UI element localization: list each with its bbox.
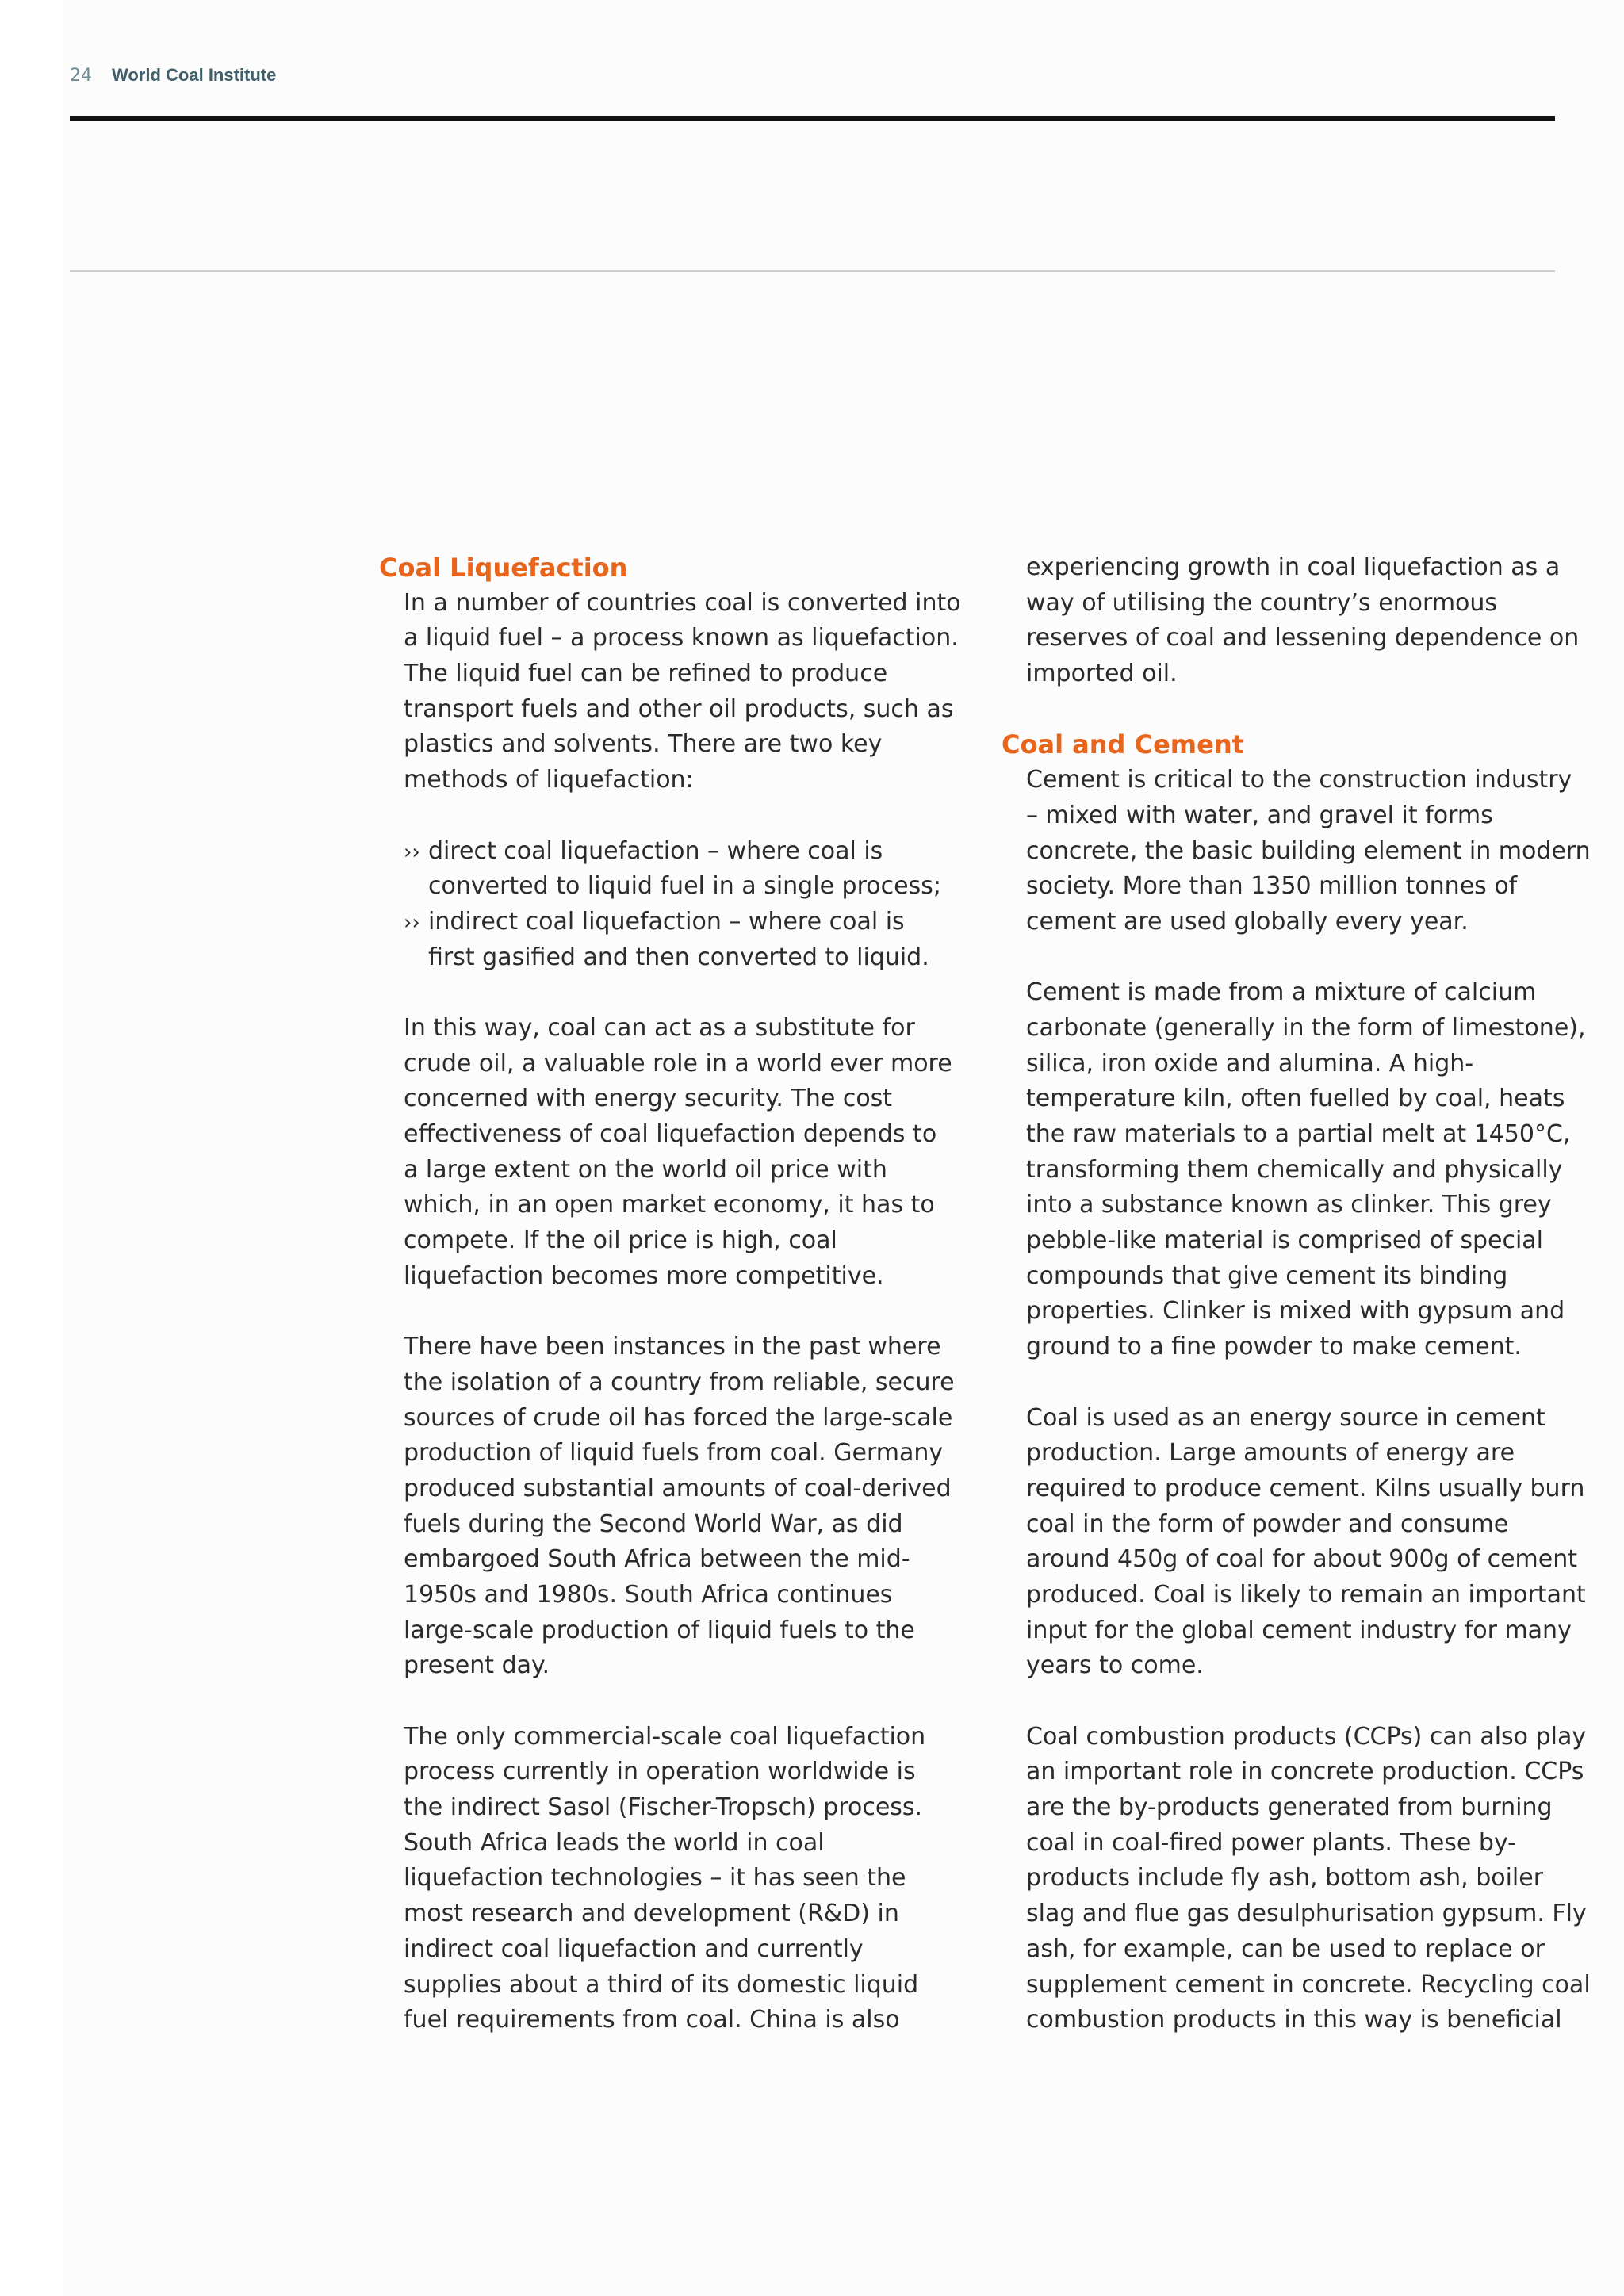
divider-rule xyxy=(70,270,1555,272)
text-line: liquefaction becomes more competitive. xyxy=(404,1261,884,1290)
text-line: slag and flue gas desulphurisation gypsum. Fly xyxy=(1026,1900,1587,1928)
text-line: liquefaction technologies – it has seen the xyxy=(404,1864,906,1892)
text-line: The liquid fuel can be refined to produce xyxy=(404,660,888,688)
text-line: There have been instances in the past where xyxy=(404,1333,941,1361)
text-line: way of utilising the country’s enormous xyxy=(1026,588,1498,617)
text-line: ground to a fine powder to make cement. xyxy=(1026,1333,1522,1361)
text-line: cement are used globally every year. xyxy=(1026,907,1469,936)
text-line: silica, iron oxide and alumina. A high- xyxy=(1026,1049,1474,1077)
paragraph-history xyxy=(404,1330,961,1684)
section-heading-coal-liquefaction: Coal Liquefaction xyxy=(379,553,628,583)
bullet-marker-icon: ›› xyxy=(404,840,420,864)
text-line: supplement cement in concrete. Recycling coal xyxy=(1026,1970,1591,1999)
text-line: the raw materials to a partial melt at 1450°C, xyxy=(1026,1120,1571,1148)
text-line: In a number of countries coal is converted into xyxy=(404,588,961,617)
paragraph-cement-intro xyxy=(1026,763,1591,939)
list-item-text: first gasified and then converted to liquid. xyxy=(428,943,929,971)
text-line: temperature kiln, often fuelled by coal, heats xyxy=(1026,1085,1565,1113)
text-line: most research and development (R&D) in xyxy=(404,1900,899,1928)
list-item-text: direct coal liquefaction – where coal is xyxy=(428,836,883,865)
text-line: Cement is critical to the construction industry xyxy=(1026,766,1572,794)
text-line: which, in an open market economy, it has to xyxy=(404,1191,935,1219)
liquefaction-methods-list xyxy=(379,834,961,976)
text-line: produced. Coal is likely to remain an important xyxy=(1026,1580,1586,1609)
paragraph-energy-source xyxy=(1026,1401,1591,1685)
text-line: embargoed South Africa between the mid- xyxy=(404,1545,910,1574)
paragraph-liquefaction-intro xyxy=(404,586,961,798)
text-line: required to produce cement. Kilns usually burn xyxy=(1026,1474,1585,1502)
text-line: – mixed with water, and gravel it forms xyxy=(1026,801,1493,829)
text-line: fuel requirements from coal. China is also xyxy=(404,2006,900,2034)
text-line: products include fly ash, bottom ash, boiler xyxy=(1026,1864,1544,1892)
text-line: pebble-like material is comprised of special xyxy=(1026,1226,1544,1255)
text-line: South Africa leads the world in coal xyxy=(404,1828,825,1857)
section-heading-coal-and-cement: Coal and Cement xyxy=(1002,729,1244,760)
text-line: reserves of coal and lessening dependence on xyxy=(1026,624,1580,652)
text-line: supplies about a third of its domestic liquid xyxy=(404,1970,919,1999)
paragraph-commercial-scale xyxy=(404,1720,961,2038)
text-line: The only commercial-scale coal liquefaction xyxy=(404,1722,926,1751)
paragraph-cement-process xyxy=(1026,975,1591,1365)
text-line: the isolation of a country from reliable, secure xyxy=(404,1368,955,1396)
page-header xyxy=(70,63,276,88)
text-line: methods of liquefaction: xyxy=(404,766,694,794)
text-line: years to come. xyxy=(1026,1651,1204,1680)
paragraph-substitute-crude-oil xyxy=(404,1011,961,1295)
text-line: In this way, coal can act as a substitute for xyxy=(404,1013,915,1042)
text-line: Coal combustion products (CCPs) can also play xyxy=(1026,1722,1587,1751)
text-line: coal in coal-fired power plants. These by- xyxy=(1026,1828,1517,1857)
text-line: ash, for example, can be used to replace or xyxy=(1026,1934,1545,1963)
text-line: Coal is used as an energy source in cement xyxy=(1026,1403,1545,1432)
text-line: the indirect Sasol (Fischer-Tropsch) process. xyxy=(404,1793,923,1822)
text-line: crude oil, a valuable role in a world ever more xyxy=(404,1049,952,1077)
list-item-text: converted to liquid fuel in a single process; xyxy=(428,872,941,901)
text-line: input for the global cement industry for many xyxy=(1026,1616,1572,1644)
text-line: process currently in operation worldwide is xyxy=(404,1758,916,1786)
text-line: concrete, the basic building element in modern xyxy=(1026,836,1591,865)
list-item-text: indirect coal liquefaction – where coal is xyxy=(428,907,905,936)
text-line: combustion products in this way is beneficial xyxy=(1026,2006,1562,2034)
text-line: compete. If the oil price is high, coal xyxy=(404,1226,837,1255)
text-line: transport fuels and other oil products, such as xyxy=(404,695,954,723)
text-line: Cement is made from a mixture of calcium xyxy=(1026,978,1537,1007)
right-column xyxy=(1002,550,1591,2038)
text-line: a large extent on the world oil price with xyxy=(404,1155,887,1184)
text-line: a liquid fuel – a process known as liquefaction. xyxy=(404,624,959,652)
text-line: sources of crude oil has forced the large-scale xyxy=(404,1403,953,1432)
paragraph-combustion-products xyxy=(1026,1720,1591,2038)
publisher-name: World Coal Institute xyxy=(112,65,277,85)
text-line: carbonate (generally in the form of limestone), xyxy=(1026,1013,1586,1042)
header-rule xyxy=(70,116,1555,121)
text-line: experiencing growth in coal liquefaction as a xyxy=(1026,553,1561,581)
left-column xyxy=(379,550,961,2038)
paragraph-continued xyxy=(1026,550,1591,692)
text-line: are the by-products generated from burning xyxy=(1026,1793,1553,1822)
text-line: plastics and solvents. There are two key xyxy=(404,730,883,759)
text-line: production. Large amounts of energy are xyxy=(1026,1439,1515,1468)
text-line: 1950s and 1980s. South Africa continues xyxy=(404,1580,893,1609)
bullet-marker-icon: ›› xyxy=(404,910,420,935)
text-line: imported oil. xyxy=(1026,660,1178,688)
text-line: present day. xyxy=(404,1651,550,1680)
text-line: production of liquid fuels from coal. Germany xyxy=(404,1439,944,1468)
text-line: around 450g of coal for about 900g of cement xyxy=(1026,1545,1577,1574)
page-number: 24 xyxy=(70,66,92,86)
list-item xyxy=(379,905,961,975)
text-line: produced substantial amounts of coal-derived xyxy=(404,1474,952,1502)
text-line: society. More than 1350 million tonnes of xyxy=(1026,872,1518,901)
text-line: large-scale production of liquid fuels to the xyxy=(404,1616,915,1644)
text-line: coal in the form of powder and consume xyxy=(1026,1510,1509,1538)
text-line: into a substance known as clinker. This grey xyxy=(1026,1191,1552,1219)
text-line: transforming them chemically and physically xyxy=(1026,1155,1563,1184)
list-item xyxy=(379,834,961,905)
text-line: fuels during the Second World War, as did xyxy=(404,1510,903,1538)
text-line: indirect coal liquefaction and currently xyxy=(404,1934,864,1963)
text-line: concerned with energy security. The cost xyxy=(404,1085,893,1113)
text-line: compounds that give cement its binding xyxy=(1026,1261,1508,1290)
text-line: effectiveness of coal liquefaction depends to xyxy=(404,1120,937,1148)
text-line: properties. Clinker is mixed with gypsum and xyxy=(1026,1297,1565,1326)
text-line: an important role in concrete production. CCPs xyxy=(1026,1758,1584,1786)
